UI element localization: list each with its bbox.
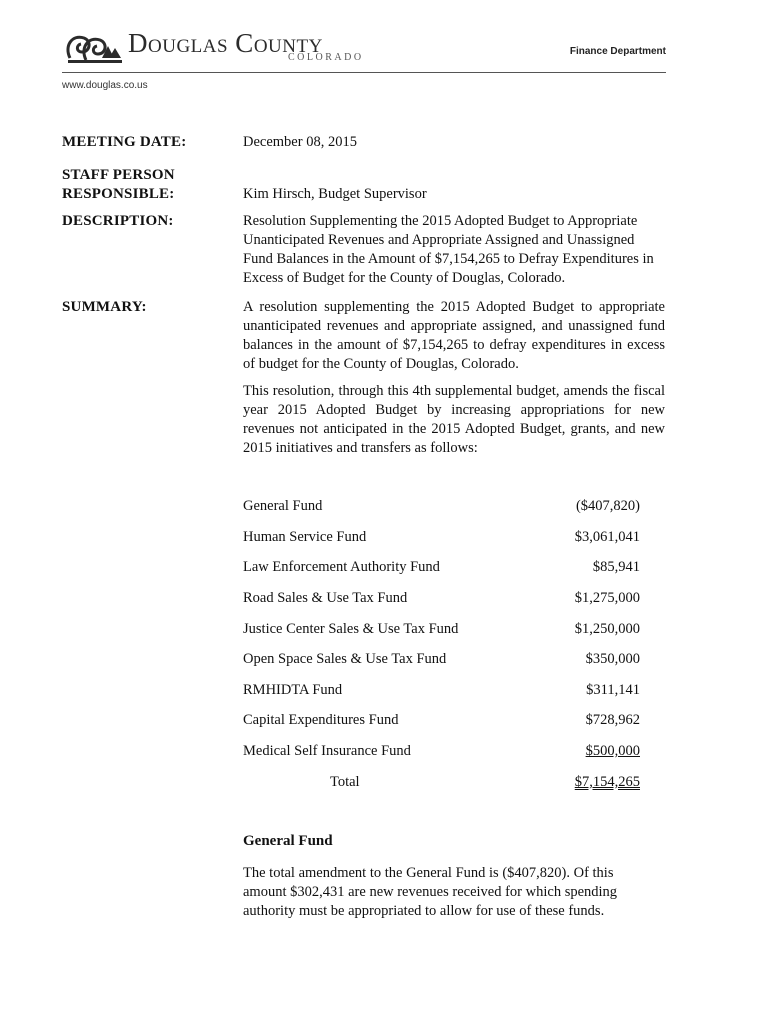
fund-amount: $1,275,000 (574, 590, 640, 606)
total-label: Total (330, 774, 360, 790)
meeting-date-label: MEETING DATE: (62, 134, 187, 150)
county-emblem-icon (62, 28, 124, 70)
fund-name: Capital Expenditures Fund (243, 712, 399, 728)
fund-amount: $728,962 (585, 712, 640, 728)
logo-subtitle: COLORADO (288, 52, 364, 63)
description-label: DESCRIPTION: (62, 213, 174, 229)
fund-amount: $350,000 (585, 651, 640, 667)
fund-name: Road Sales & Use Tax Fund (243, 590, 408, 606)
fund-name: Open Space Sales & Use Tax Fund (243, 651, 447, 667)
fund-name: Human Service Fund (243, 529, 367, 545)
fund-name: Justice Center Sales & Use Tax Fund (243, 621, 459, 637)
staff-value: Kim Hirsch, Budget Supervisor (243, 186, 427, 202)
staff-label-line1: STAFF PERSON (62, 167, 175, 183)
general-fund-heading: General Fund (243, 833, 333, 849)
website-url[interactable]: www.douglas.co.us (62, 80, 148, 91)
fund-row (243, 680, 640, 700)
fund-amount: ($407,820) (575, 498, 640, 514)
fund-row (243, 496, 640, 516)
fund-amount: $1,250,000 (574, 621, 640, 637)
fund-amount: $85,941 (592, 559, 640, 575)
fund-amount: $311,141 (586, 682, 640, 698)
fund-row (243, 557, 640, 577)
general-fund-text: The total amendment to the General Fund is ($407,820). Of this amount $302,431 are new revenues received for which spending authority must be appropriated to allow for use of these funds. (243, 865, 618, 919)
fund-row (243, 588, 640, 608)
meeting-date-value: December 08, 2015 (243, 134, 357, 150)
fund-row (243, 710, 640, 730)
logo-name: Douglas County (128, 28, 323, 58)
summary-paragraph-1: A resolution supplementing the 2015 Adopted Budget to appropriate unanticipated revenues and appropriate assigned, and unassigned fund balances in the amount of $7,154,265 to defray expenditures in excess of budget for the County of Douglas, Colorado. (243, 299, 665, 372)
logo-wordmark (128, 28, 364, 63)
description-value: Resolution Supplementing the 2015 Adopted Budget to Appropriate Unanticipated Revenues and Appropriate Assigned and Unassigned Fund Balances in the Amount of $7,154,265 to Defray Expenditures in Excess of Budget for the County of Douglas, Colorado. (243, 213, 654, 286)
staff-label-line2: RESPONSIBLE: (62, 186, 175, 202)
summary-label: SUMMARY: (62, 299, 147, 315)
fund-row (243, 527, 640, 547)
summary-paragraph-2: This resolution, through this 4th supplemental budget, amends the fiscal year 2015 Adopted Budget by increasing appropriations for new revenues not anticipated in the 2015 Adopted Budget, grants, and new 2015 initiatives and transfers as follows: (243, 383, 665, 456)
fund-amount: $500,000 (585, 743, 640, 759)
total-row (243, 772, 640, 792)
total-amount: $7,154,265 (574, 774, 640, 790)
fund-name: Law Enforcement Authority Fund (243, 559, 440, 575)
header-divider (62, 72, 666, 73)
fund-name: General Fund (243, 498, 323, 514)
fund-name: Medical Self Insurance Fund (243, 743, 411, 759)
fund-name: RMHIDTA Fund (243, 682, 343, 698)
fund-row (243, 741, 640, 761)
fund-row (243, 649, 640, 669)
douglas-county-logo (62, 28, 364, 72)
fund-row (243, 619, 640, 639)
fund-amount: $3,061,041 (574, 529, 640, 545)
department-name: Finance Department (569, 46, 666, 57)
